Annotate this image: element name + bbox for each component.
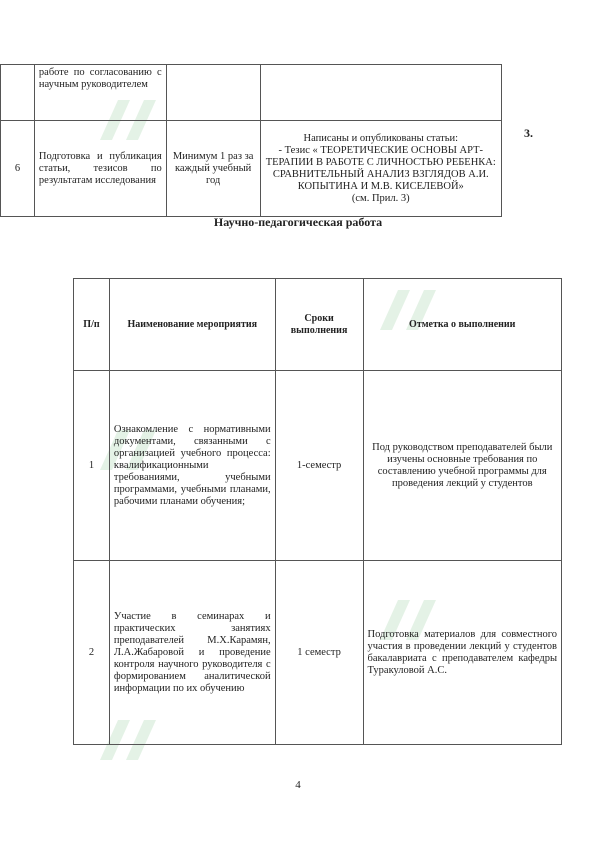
term-cell: 1-семестр: [275, 371, 363, 561]
research-teaching-table: [73, 278, 562, 745]
table-header-row: [74, 279, 562, 371]
note-cell: [260, 65, 501, 121]
note-heading: Написаны и опубликованы статьи:: [303, 132, 459, 144]
note-cell: [260, 121, 501, 217]
row-number-cell: 2: [74, 561, 110, 745]
activity-cell: Ознакомление с нормативными документами, связанными с организацией учебного процесса: квалификационными требованиями, учебными программами, учебными планами, рабочими планами обучения;: [109, 371, 275, 561]
page-number: 4: [295, 779, 301, 791]
activity-cell: работе по согласованию с научным руководителем: [34, 65, 166, 121]
term-cell: [166, 65, 260, 121]
activity-cell: Участие в семинарах и практических занятиях преподавателей М.Х.Карамян, Л.А.Жабаровой и проведение контроля научного руководителя с формированием аналитической информации по их обучению: [109, 561, 275, 745]
note-reference: (см. Прил. 3): [351, 192, 410, 204]
table-row: [74, 371, 562, 561]
term-cell: 1 семестр: [275, 561, 363, 745]
mark-cell: Под руководством преподавателей были изучены основные требования по составлению учебной программы для проведения лекций у студентов: [363, 371, 561, 561]
section-number: 3.: [524, 126, 533, 140]
header-number: П/п: [74, 279, 110, 371]
activities-table-continued: [0, 64, 502, 217]
row-number-cell: [1, 65, 35, 121]
header-mark: Отметка о выполнении: [363, 279, 561, 371]
activity-cell: Подготовка и публикация статьи, тезисов по результатам исследования: [34, 121, 166, 217]
table-row: [74, 561, 562, 745]
section-title: Научно-педагогическая работа: [213, 215, 383, 229]
note-item: - Тезис « ТЕОРЕТИЧЕСКИЕ ОСНОВЫ АРТ-ТЕРАПИИ В РАБОТЕ С ЛИЧНОСТЬЮ РЕБЕНКА: СРАВНИТЕЛЬНЫЙ АНАЛИЗ ВЗГЛЯДОВ А.И. КОПЫТИНА И М.В. КИСЕЛЕВОЙ»: [265, 144, 496, 192]
row-number-cell: 6: [1, 121, 35, 217]
term-cell: Минимум 1 раз за каждый учебный год: [166, 121, 260, 217]
mark-cell: Подготовка материалов для совместного участия в проведении лекций у студентов бакалавриата с преподавателем кафедры Туракуловой А.С.: [363, 561, 561, 745]
table-row: [1, 65, 502, 121]
header-name: Наименование мероприятия: [109, 279, 275, 371]
row-number-cell: 1: [74, 371, 110, 561]
table-row: [1, 121, 502, 217]
header-term: Сроки выполнения: [275, 279, 363, 371]
